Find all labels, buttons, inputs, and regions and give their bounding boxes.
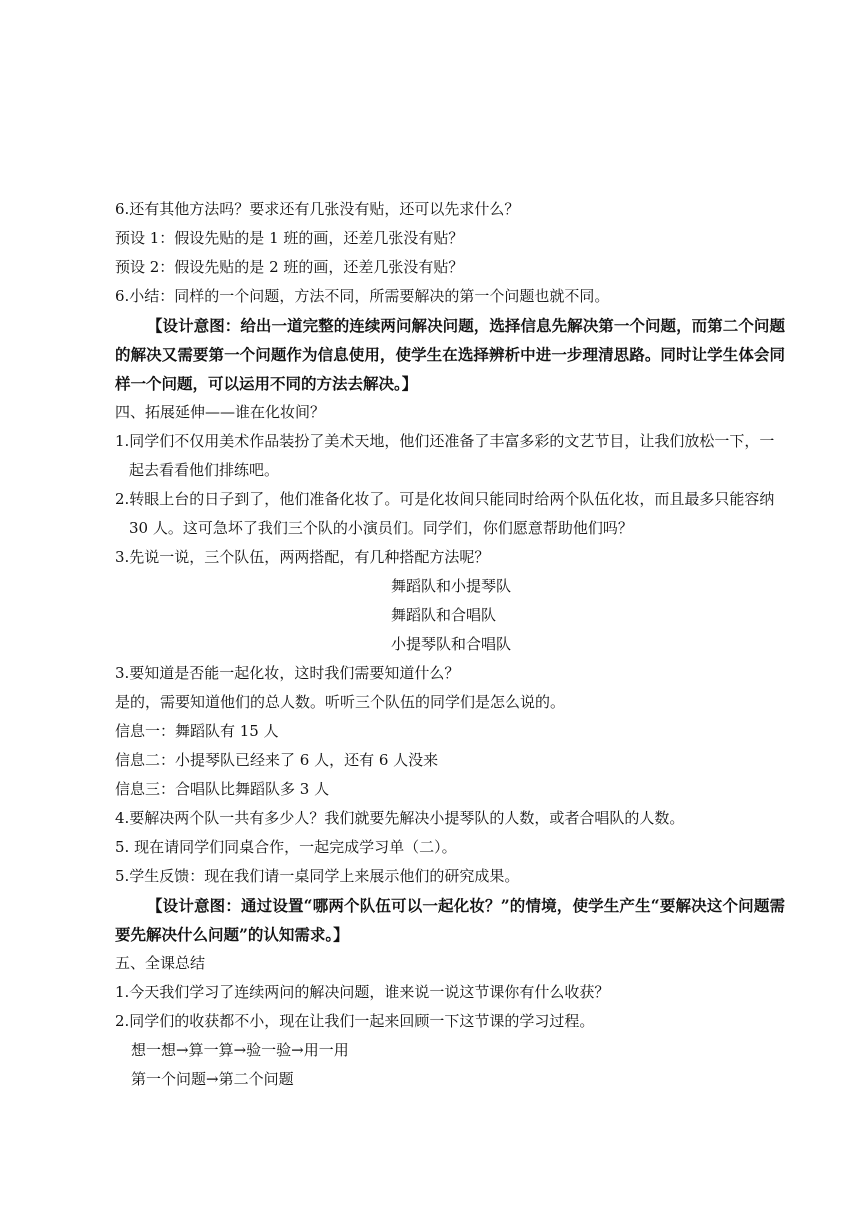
summary-line: 6.小结：同样的一个问题，方法不同，所需要解决的第一个问题也就不同。	[115, 287, 610, 305]
paragraph-8: 5.学生反馈：现在我们请一桌同学上来展示他们的研究成果。	[115, 867, 520, 885]
paragraph-3: 3.先说一说，三个队伍，两两搭配，有几种搭配方法呢？	[115, 548, 490, 566]
document-body	[115, 195, 785, 1094]
preset-2: 预设 2：假设先贴的是 2 班的画，还差几张没有贴？	[115, 258, 464, 276]
section-heading-5: 五、全课总结	[115, 954, 206, 972]
paragraph-5: 是的，需要知道他们的总人数。听听三个队伍的同学们是怎么说的。	[115, 693, 566, 711]
process-flow: 想一想→算一算→验一验→用一用	[131, 1041, 349, 1059]
summary-2: 2.同学们的收获都不小，现在让我们一起来回顾一下这节课的学习过程。	[115, 1012, 595, 1030]
paragraph-1: 1.同学们不仅用美术作品装扮了美术天地，他们还准备了丰富多彩的文艺节目，让我们放松一下，一起去看看他们排练吧。	[115, 432, 775, 479]
preset-1: 预设 1：假设先贴的是 1 班的画，还差几张没有贴？	[115, 229, 464, 247]
summary-1: 1.今天我们学习了连续两问的解决问题，谁来说一说这节课你有什么收获？	[115, 983, 610, 1001]
info-2: 信息二：小提琴队已经来了 6 人，还有 6 人没来	[115, 751, 439, 769]
combo-1: 舞蹈队和小提琴队	[391, 577, 512, 595]
info-1: 信息一：舞蹈队有 15 人	[115, 722, 279, 740]
section-heading-4: 四、拓展延伸——谁在化妆间？	[115, 403, 326, 421]
paragraph-2: 2.转眼上台的日子到了，他们准备化妆了。可是化妆间只能同时给两个队伍化妆，而且最多只能容纳 30 人。这可急坏了我们三个队的小演员们。同学们，你们愿意帮助他们吗？	[115, 490, 775, 537]
question-flow: 第一个问题→第二个问题	[131, 1070, 294, 1088]
combo-2: 舞蹈队和合唱队	[391, 606, 497, 624]
combo-3: 小提琴队和合唱队	[391, 635, 512, 653]
design-intent-2: 【设计意图：通过设置“哪两个队伍可以一起化妆？”的情境，使学生产生“要解决这个问题需要先解决什么问题”的认知需求。】	[115, 896, 785, 944]
paragraph-7: 5. 现在请同学们同桌合作，一起完成学习单（二）。	[115, 838, 457, 856]
design-intent-1: 【设计意图：给出一道完整的连续两问解决问题，选择信息先解决第一个问题，而第二个问题的解决又需要第一个问题作为信息使用，使学生在选择辨析中进一步理清思路。同时让学生体会同样一个问题，可以运用不同的方法去解决。】	[115, 316, 785, 393]
paragraph-6: 4.要解决两个队一共有多少人？我们就要先解决小提琴队的人数，或者合唱队的人数。	[115, 809, 685, 827]
info-3: 信息三：合唱队比舞蹈队多 3 人	[115, 780, 330, 798]
method-question: 6.还有其他方法吗？要求还有几张没有贴，还可以先求什么？	[115, 200, 520, 218]
paragraph-4: 3.要知道是否能一起化妆，这时我们需要知道什么？	[115, 664, 460, 682]
